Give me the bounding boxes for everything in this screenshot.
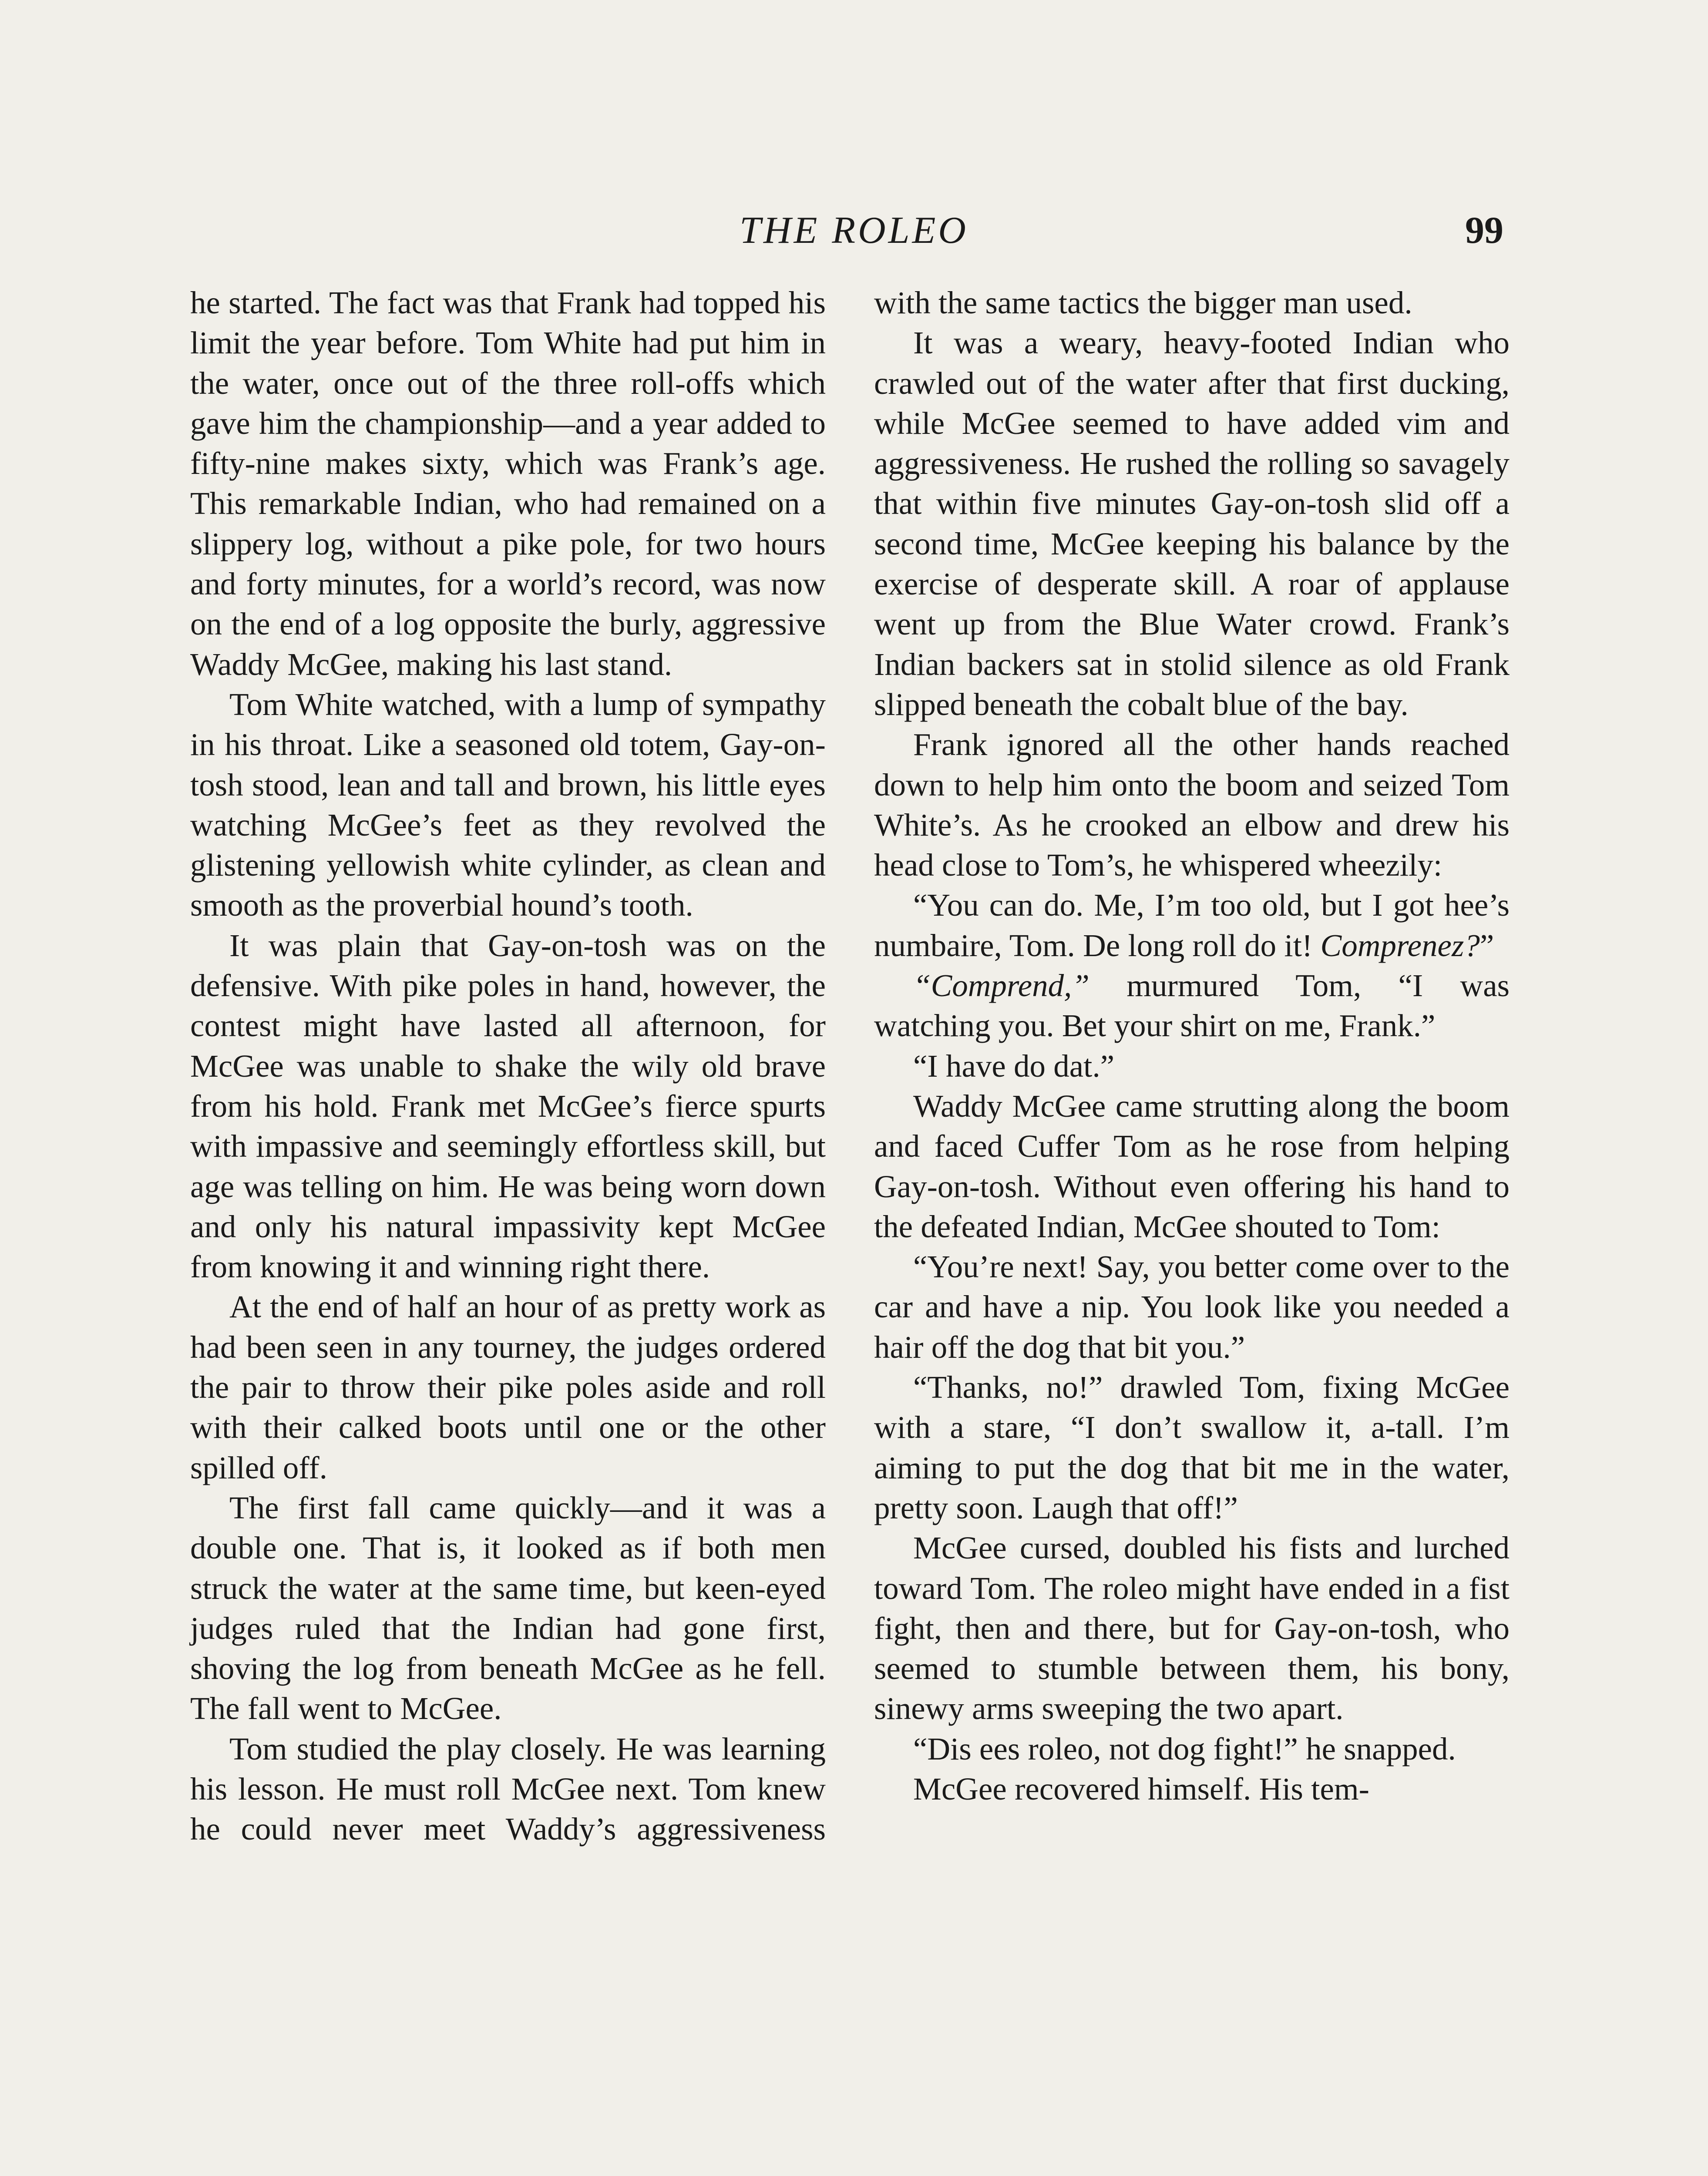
- paragraph: McGee cursed, doubled his fists and lurched toward Tom. The roleo might have ended in a fist fight, then and there, but for Gay-on-tosh, who seemed to stumble between them, his bony, sinewy arms sweeping the two apart.: [874, 1530, 1510, 1726]
- right-column: [874, 283, 1510, 1809]
- closing-quote: ”: [1479, 927, 1494, 963]
- italic-text: Comprenez?: [1320, 927, 1480, 963]
- paragraph: “Dis ees roleo, not dog fight!” he snapped.: [913, 1731, 1456, 1766]
- paragraph: [874, 966, 1510, 1046]
- paragraph: “Thanks, no!” drawled Tom, fixing McGee with a stare, “I don’t swallow it, a-tall. I’m aiming to put the dog that bit me in the water, pretty soon. Laugh that off!”: [874, 1370, 1510, 1525]
- paragraph: It was a weary, heavy-footed Indian who crawled out of the water after that first ducking, while McGee seemed to have added vim and aggressiveness. He rushed the rolling so savagely that within five minutes Gay-on-tosh slid off a second time, McGee keeping his balance by the exercise of desperate skill. A roar of applause went up from the Blue Water crowd. Frank’s Indian backers sat in stolid silence as old Frank slipped beneath the cobalt blue of the bay.: [874, 325, 1510, 722]
- paragraph: Tom studied the play closely. He was learning his lesson. He must roll McGee next. Tom knew he could never meet Waddy’s aggressiveness: [190, 1731, 826, 1847]
- paragraph: “I have do dat.”: [913, 1048, 1115, 1084]
- paragraph: he started. The fact was that Frank had topped his limit the year before. Tom White had put him in the water, once out of the three roll-offs which gave him the championship—and a year added to fifty-nine makes sixty, which was Frank’s age. This remarkable Indian, who had remained on a slippery log, without a pike pole, for two hours and forty minutes, for a world’s record, was now on the end of a log opposite the burly, aggressive Waddy McGee, making his last stand.: [190, 285, 826, 682]
- paragraph: Waddy McGee came strutting along the boom and faced Cuffer Tom as he rose from helping Gay-on-tosh. Without even offering his hand to the defeated Indian, McGee shouted to Tom:: [874, 1088, 1510, 1244]
- running-title: THE ROLEO: [740, 209, 968, 252]
- paragraph: The first fall came quickly—and it was a double one. That is, it looked as if both men struck the water at the same time, but keen-eyed judges ruled that the Indian had gone first, shoving the log from beneath McGee as he fell. The fall went to McGee.: [190, 1490, 826, 1726]
- italic-text: “Comprend,”: [913, 968, 1089, 1004]
- paragraph: At the end of half an hour of as pretty work as had been seen in any tourney, the judges ordered the pair to throw their pike poles aside and roll with their calked boots until one or the other spilled off.: [190, 1289, 826, 1485]
- paragraph: McGee recovered himself. His tem-: [913, 1771, 1369, 1807]
- left-column: [190, 283, 826, 1850]
- page-number: 99: [1465, 209, 1503, 252]
- dialogue-text: murmured Tom, “I was watching you. Bet your shirt on me, Frank.”: [874, 968, 1510, 1044]
- paragraph: “You’re next! Say, you better come over to the car and have a nip. You look like you needed a hair off the dog that bit you.”: [874, 1249, 1510, 1365]
- paragraph: with the same tactics the bigger man used.: [874, 285, 1412, 320]
- page-header: [0, 205, 1708, 257]
- paragraph: Tom White watched, with a lump of sympathy in his throat. Like a seasoned old totem, Gay-on-tosh stood, lean and tall and brown, his little eyes watching McGee’s feet as they revolved the glistening yellowish white cylinder, as clean and smooth as the proverbial hound’s tooth.: [190, 686, 826, 923]
- paragraph: [874, 885, 1510, 966]
- paragraph: Frank ignored all the other hands reached down to help him onto the boom and seized Tom White’s. As he crooked an elbow and drew his head close to Tom’s, he whispered wheezily:: [874, 727, 1510, 883]
- dialogue-text: “You can do. Me, I’m too old, but I got hee’s numbaire, Tom. De long roll do it!: [874, 887, 1510, 963]
- paragraph: It was plain that Gay-on-tosh was on the defensive. With pike poles in hand, however, the contest might have lasted all afternoon, for McGee was unable to shake the wily old brave from his hold. Frank met McGee’s fierce spurts with impassive and seemingly effortless skill, but age was telling on him. He was being worn down and only his natural impassivity kept McGee from knowing it and winning right there.: [190, 927, 826, 1285]
